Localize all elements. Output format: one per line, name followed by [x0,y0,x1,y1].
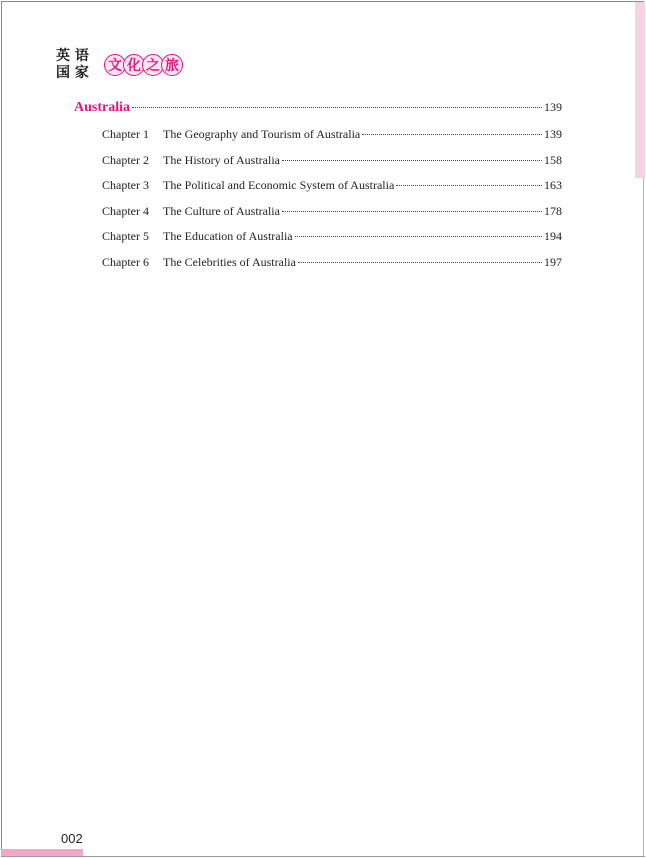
toc-chapter-entry[interactable] [102,255,562,270]
chapter-title: The Geography and Tourism of Australia [163,127,361,141]
chapter-page-number: 163 [544,178,562,192]
dot-leader [362,134,542,135]
toc-unit-entry[interactable] [74,100,562,116]
toc-chapter-entry[interactable] [102,153,562,168]
logo-char: 旅 [161,54,183,76]
logo-char: 文 [104,54,126,76]
dot-leader [282,211,542,212]
logo-char: 化 [123,54,145,76]
chapter-page-number: 178 [544,204,562,218]
logo-title [104,52,183,78]
dot-leader [295,236,542,237]
logo-char: 之 [142,54,164,76]
side-tab [635,2,645,178]
chapter-page-number: 139 [544,127,562,141]
dot-leader [298,262,542,263]
toc-chapter-entry[interactable] [102,178,562,193]
footer-accent-bar [1,849,83,856]
chapter-page-number: 197 [544,255,562,269]
chapter-title: The Celebrities of Australia [163,255,296,269]
chapter-number: Chapter 3 [102,178,149,192]
unit-title: Australia [74,100,130,115]
toc-chapter-entry[interactable] [102,229,562,244]
chapter-page-number: 194 [544,229,562,243]
chapter-number: Chapter 6 [102,255,149,269]
page-bottom-edge [1,856,645,857]
chapter-page-number: 158 [544,153,562,167]
chapter-title: The Education of Australia [163,229,293,243]
chapter-title: The History of Australia [163,153,280,167]
dot-leader [282,160,542,161]
page-number: 002 [61,831,83,846]
chapter-number: Chapter 2 [102,153,149,167]
dot-leader [396,185,542,186]
chapter-number: Chapter 4 [102,204,149,218]
dot-leader [132,107,542,108]
unit-page-number: 139 [544,100,562,114]
logo-cn-line2: 国 家 [56,65,89,81]
chapter-number: Chapter 5 [102,229,149,243]
logo-cn-line1: 英 语 [56,48,89,64]
chapter-number: Chapter 1 [102,127,149,141]
chapter-title: The Political and Economic System of Australia [163,178,395,192]
book-logo [56,47,196,83]
chapter-title: The Culture of Australia [163,204,280,218]
toc-chapter-entry[interactable] [102,127,562,142]
toc-chapter-entry[interactable] [102,204,562,219]
